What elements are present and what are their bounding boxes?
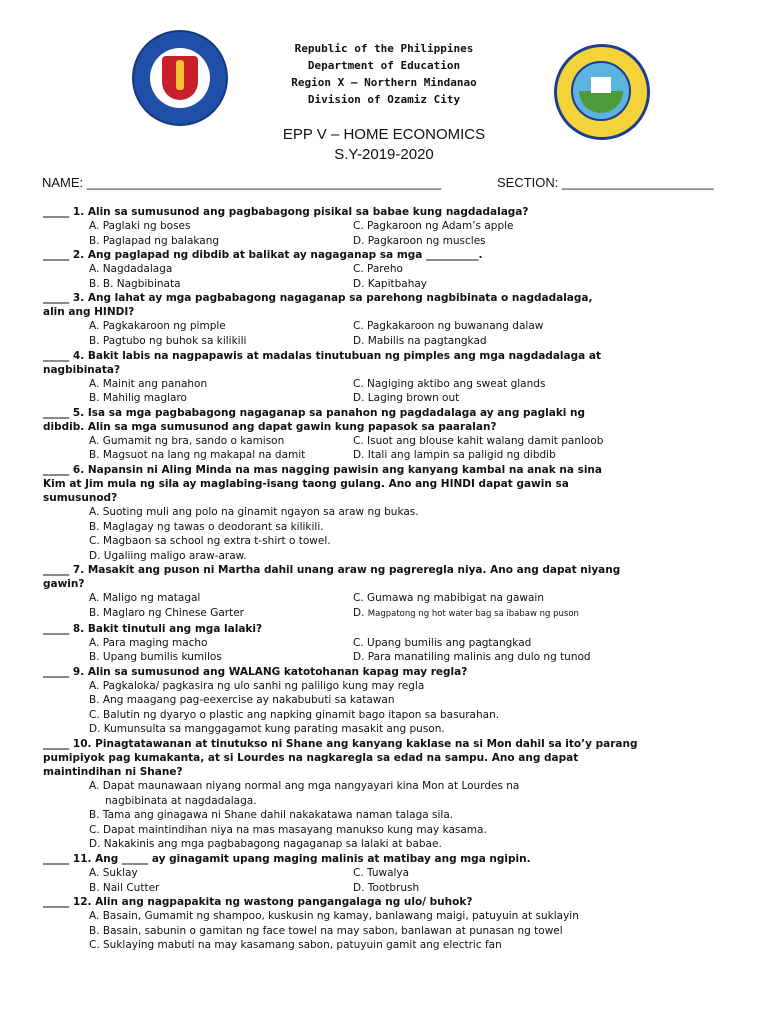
choice-row — [43, 650, 733, 665]
question-item — [43, 463, 733, 563]
answer-choice[interactable] — [43, 448, 353, 463]
answer-choice[interactable] — [43, 650, 353, 665]
question-stem — [43, 248, 733, 262]
choice-text: Nakakinis ang mga pagbabagong nagaganap sa lalaki at babae. — [103, 838, 442, 851]
choice-letter: A. — [89, 263, 100, 276]
question-text: Alin sa sumusunod ang pagbabagong pisikal sa babae kung nagdadalaga? — [87, 206, 529, 218]
choice-letter: A. — [89, 780, 100, 793]
choice-letter: A. — [89, 636, 100, 649]
choice-text: Pagkakaroon ng pimple — [102, 320, 226, 333]
question-number: 10. — [72, 738, 92, 751]
answer-choice[interactable] — [43, 334, 353, 349]
choice-letter: A. — [89, 592, 100, 605]
answer-choice[interactable] — [353, 319, 543, 334]
choice-text: Mabilis na pagtangkad — [367, 334, 487, 347]
choice-letter: A. — [89, 505, 100, 518]
answer-choice[interactable] — [43, 779, 733, 794]
choice-letter: D. — [353, 606, 365, 619]
answer-choice[interactable] — [43, 219, 353, 234]
choice-letter: A. — [89, 320, 100, 333]
choice-text: Basain, sabunin o gamitan ng face towel na may sabon, banlawan at punasan ng towel — [102, 924, 563, 937]
answer-choice[interactable] — [43, 938, 733, 953]
question-text: Bakit labis na nagpapawis at madalas tinutubuan ng pimples ang mga nagdadalaga at — [87, 349, 601, 362]
choice-letter: A. — [89, 220, 100, 232]
answer-choice[interactable] — [43, 377, 353, 392]
choice-letter: D. — [89, 549, 101, 562]
choice-text: B. Nagbibinata — [102, 277, 181, 290]
choice-text: Kumunsulta sa manggagamot kung parating masakit ang puson. — [103, 723, 445, 736]
answer-choice[interactable] — [43, 909, 733, 924]
choice-text: Suoting muli ang polo na ginamit ngayon sa araw ng bukas. — [102, 505, 419, 518]
answer-choice[interactable] — [43, 319, 353, 334]
answer-blank[interactable]: _____ — [43, 406, 70, 419]
answer-choice[interactable] — [43, 277, 353, 292]
answer-choice[interactable] — [43, 505, 733, 520]
question-text: Alin sa sumusunod ang WALANG katotohanan kapag may regla? — [87, 665, 468, 678]
answer-choice[interactable] — [43, 866, 353, 881]
question-number: 1. — [72, 206, 85, 218]
question-stem — [43, 665, 733, 679]
question-text-continued: sumusunod? — [43, 491, 118, 504]
question-stem — [43, 205, 733, 219]
answer-choice[interactable] — [353, 434, 603, 449]
choice-text: Nagiging aktibo ang sweat glands — [367, 377, 546, 390]
choice-text: Kapitbahay — [367, 277, 428, 290]
choice-text: Nail Cutter — [102, 881, 160, 894]
question-text-continued: gawin? — [43, 578, 85, 591]
question-item — [43, 563, 733, 621]
choice-letter: D. — [353, 392, 365, 405]
choice-row — [43, 448, 733, 463]
choice-text: Tama ang ginagawa ni Shane dahil nakakatawa naman talaga sila. — [102, 809, 454, 822]
choice-letter: C. — [353, 434, 364, 447]
question-item — [43, 737, 733, 852]
answer-blank[interactable]: _____ — [43, 292, 70, 305]
choice-letter: A. — [89, 867, 100, 880]
answer-choice[interactable] — [43, 549, 733, 564]
choice-row — [43, 391, 733, 406]
choice-letter: A. — [89, 377, 100, 390]
choice-text-continued: nagbibinata at nagdadalaga. — [105, 794, 257, 807]
choice-text: Upang bumilis kumilos — [102, 651, 222, 664]
question-text: Ang paglapad ng dibdib at balikat ay nagaganap sa mga __________. — [87, 249, 483, 262]
question-stem — [43, 291, 733, 305]
answer-choice[interactable] — [43, 234, 353, 249]
answer-blank[interactable]: _____ — [43, 249, 70, 262]
answer-blank[interactable]: _____ — [43, 853, 70, 866]
choice-text: Mainit ang panahon — [102, 377, 208, 390]
question-stem — [43, 563, 733, 577]
question-text-continued: dibdib. Alin sa mga sumusunod ang dapat gawin kung papasok sa paaralan? — [43, 420, 497, 433]
exam-subject-title: EPP V – HOME ECONOMICS — [282, 126, 486, 143]
question-text: Alin ang nagpapakita ng wastong pangangalaga ng ulo/ buhok? — [95, 896, 473, 909]
answer-choice[interactable] — [353, 219, 514, 234]
choice-letter: A. — [89, 910, 100, 923]
answer-choice[interactable] — [353, 591, 544, 606]
choice-text: Balutin ng dyaryo o plastic ang napking ginamit bago itapon sa basurahan. — [103, 708, 500, 721]
header-line-republic: Republic of the Philippines — [294, 42, 474, 55]
choice-text: Basain, Gumamit ng shampoo, kuskusin ng kamay, banlawang maigi, patuyuin at suklayin — [102, 910, 579, 923]
answer-choice[interactable] — [43, 693, 733, 708]
choice-text: Suklaying mabuti na may kasamang sabon, patuyuin gamit ang electric fan — [103, 939, 502, 952]
choice-letter: C. — [353, 263, 364, 276]
answer-choice[interactable] — [43, 823, 733, 838]
question-item — [43, 291, 733, 348]
choice-text: Gumamit ng bra, sando o kamison — [102, 434, 285, 447]
answer-choice[interactable] — [43, 924, 733, 939]
answer-choice[interactable] — [353, 377, 545, 392]
question-item — [43, 248, 733, 291]
choice-text: Tootbrush — [367, 881, 420, 894]
answer-choice[interactable] — [43, 808, 733, 823]
answer-blank[interactable]: _____ — [43, 463, 70, 476]
choice-text: Tuwalya — [367, 867, 410, 880]
answer-choice[interactable] — [353, 234, 486, 249]
choice-letter: D. — [353, 881, 365, 894]
question-number: 8. — [72, 622, 85, 635]
choice-text: Maglaro ng Chinese Garter — [102, 606, 244, 619]
choice-row — [43, 866, 733, 881]
choice-text: Para manatiling malinis ang dulo ng tunod — [367, 651, 591, 664]
answer-choice[interactable] — [353, 606, 579, 622]
choice-letter: B. — [89, 334, 100, 347]
choice-letter: D. — [353, 234, 365, 247]
answer-choice[interactable] — [43, 434, 353, 449]
answer-blank[interactable]: _____ — [43, 622, 70, 635]
choice-letter: D. — [89, 723, 101, 736]
choice-text: Magsuot na lang ng makapal na damit — [102, 449, 306, 462]
question-number: 5. — [72, 406, 85, 419]
choice-letter: B. — [89, 694, 100, 707]
question-text-continued: maintindihan ni Shane? — [43, 766, 183, 779]
question-text: Masakit ang puson ni Martha dahil unang araw ng pagreregla niya. Ano ang dapat niyang — [87, 564, 621, 577]
question-stem — [43, 622, 733, 636]
answer-choice[interactable] — [43, 722, 733, 737]
name-field[interactable]: NAME: _________________________________________________ — [42, 175, 442, 190]
choice-letter: B. — [89, 449, 100, 462]
choice-row — [43, 334, 733, 349]
choice-letter: D. — [353, 449, 365, 462]
question-stem — [43, 895, 733, 909]
answer-choice[interactable] — [43, 262, 353, 277]
question-text: Napansin ni Aling Minda na mas nagging pawisin ang kanyang kambal na anak na sina — [87, 463, 602, 476]
question-text: Pinagtatawanan at tinutukso ni Shane ang kanyang kaklase na si Mon dahil sa ito’y parang — [95, 738, 638, 751]
choice-letter: B. — [89, 809, 100, 822]
section-field[interactable]: SECTION: _____________________ — [497, 175, 714, 190]
question-number: 2. — [72, 249, 85, 262]
answer-blank[interactable]: _____ — [43, 349, 70, 362]
question-stem — [43, 349, 733, 363]
question-number: 12. — [72, 896, 92, 909]
question-text: Ang lahat ay mga pagbabagong nagaganap sa parehong nagbibinata o nagdadalaga, — [87, 292, 593, 305]
question-number: 7. — [72, 564, 85, 577]
question-number: 11. — [72, 853, 92, 866]
choice-text: Para maging macho — [102, 636, 208, 649]
answer-blank[interactable]: _____ — [43, 896, 70, 909]
question-text: Ang _____ ay ginagamit upang maging malinis at matibay ang mga ngipin. — [95, 853, 531, 866]
question-stem — [43, 406, 733, 420]
choice-row — [43, 319, 733, 334]
choice-text: Paglaki ng boses — [102, 220, 191, 232]
choice-letter: B. — [89, 606, 100, 619]
answer-choice[interactable] — [353, 636, 531, 651]
choice-text: Laging brown out — [367, 392, 460, 405]
choice-row — [43, 881, 733, 896]
question-stem — [43, 737, 733, 751]
answer-choice[interactable] — [43, 606, 353, 622]
question-stem — [43, 852, 733, 866]
answer-blank[interactable]: _____ — [43, 564, 70, 577]
question-item — [43, 205, 733, 248]
choice-text: Isuot ang blouse kahit walang damit panloob — [367, 434, 604, 447]
choice-row — [43, 434, 733, 449]
header-line-region: Region X – Northern Mindanao — [291, 76, 477, 89]
answer-choice[interactable] — [353, 650, 591, 665]
header-line-division: Division of Ozamiz City — [307, 93, 461, 106]
choice-letter: B. — [89, 277, 100, 290]
choice-row — [43, 262, 733, 277]
choice-text: Paglapad ng balakang — [102, 234, 220, 247]
question-text-continued: alin ang HINDI? — [43, 306, 135, 319]
question-item — [43, 895, 733, 953]
question-item — [43, 622, 733, 665]
choice-row — [43, 591, 733, 606]
answer-choice[interactable] — [43, 881, 353, 896]
choice-letter: B. — [89, 651, 100, 664]
answer-choice[interactable] — [43, 679, 733, 694]
choice-letter: B. — [89, 392, 100, 405]
question-text-continued: Kim at Jim mula ng sila ay maglabing-isang taong gulang. Ano ang HINDI dapat gawin sa — [43, 477, 569, 490]
choice-letter: C. — [353, 377, 364, 390]
choice-letter: B. — [89, 881, 100, 894]
answer-choice[interactable] — [43, 534, 733, 549]
choice-row — [43, 606, 733, 622]
question-stem — [43, 463, 733, 477]
answer-choice[interactable] — [43, 520, 733, 535]
choice-text: Ang maagang pag-eexercise ay nakabubuti sa katawan — [102, 694, 395, 707]
choice-letter: D. — [353, 277, 365, 290]
choice-text: Pagkaloka/ pagkasira ng ulo sanhi ng paliligo kung may regla — [102, 679, 425, 692]
choice-text: Pagtubo ng buhok sa kilikili — [102, 334, 247, 347]
header-line-department: Department of Education — [307, 59, 461, 72]
question-number: 3. — [72, 292, 85, 305]
choice-letter: C. — [89, 535, 100, 548]
question-text-continued: nagbibinata? — [43, 363, 121, 376]
answer-choice[interactable] — [353, 334, 487, 349]
answer-choice[interactable] — [353, 448, 556, 463]
answer-choice[interactable] — [43, 708, 733, 723]
choice-text: Upang bumilis ang pagtangkad — [367, 636, 532, 649]
choice-text: Maglagay ng tawas o deodorant sa kilikili. — [102, 520, 324, 533]
answer-choice[interactable] — [43, 391, 353, 406]
choice-text: Pagkaroon ng Adam’s apple — [367, 220, 514, 232]
choice-text: Suklay — [102, 867, 138, 880]
choice-letter: B. — [89, 234, 100, 247]
question-item — [43, 349, 733, 406]
question-item — [43, 665, 733, 737]
choice-letter: B. — [89, 520, 100, 533]
choice-letter: C. — [353, 867, 364, 880]
answer-choice[interactable] — [43, 837, 733, 852]
question-list — [43, 205, 733, 953]
choice-text: Dapat maintindihan niya na mas masayang manukso kung may kasama. — [103, 823, 487, 836]
choice-text: Pagkakaroon ng buwanang dalaw — [367, 320, 544, 333]
choice-text: Nagdadalaga — [102, 263, 173, 276]
choice-letter: C. — [353, 592, 364, 605]
choice-letter: C. — [89, 939, 100, 952]
choice-letter: D. — [353, 651, 365, 664]
choice-text: Itali ang lampin sa paligid ng dibdib — [367, 449, 556, 462]
choice-letter: C. — [353, 220, 364, 232]
choice-letter: D. — [89, 838, 101, 851]
choice-text: Ugaliing maligo araw-araw. — [103, 549, 247, 562]
choice-text: Pareho — [367, 263, 403, 276]
choice-letter: D. — [353, 334, 365, 347]
question-text-continued: pumipiyok pag kumakanta, at si Lourdes na nagkaregla sa edad na sampu. Ano ang dapat — [43, 752, 579, 765]
choice-row — [43, 636, 733, 651]
choice-letter: A. — [89, 679, 100, 692]
answer-blank[interactable]: _____ — [43, 738, 70, 751]
choice-row — [43, 377, 733, 392]
choice-row — [43, 234, 733, 249]
choice-letter: C. — [353, 636, 364, 649]
answer-blank[interactable]: _____ — [43, 665, 70, 678]
choice-text: Maligo ng matagal — [102, 592, 201, 605]
answer-choice[interactable] — [353, 262, 403, 277]
choice-text: Magbaon sa school ng extra t-shirt o towel. — [103, 535, 331, 548]
choice-letter: C. — [89, 823, 100, 836]
choice-row — [43, 277, 733, 292]
choice-letter: B. — [89, 924, 100, 937]
document-header — [0, 40, 768, 108]
choice-text: Magpatong ng hot water bag sa ibabaw ng puson — [367, 608, 579, 619]
answer-choice[interactable] — [353, 277, 427, 292]
answer-choice[interactable] — [353, 391, 459, 406]
question-text: Isa sa mga pagbabagong nagaganap sa panahon ng pagdadalaga ay ang paglaki ng — [87, 406, 586, 419]
answer-choice[interactable] — [43, 636, 353, 651]
question-number: 6. — [72, 463, 85, 476]
choice-letter: A. — [89, 434, 100, 447]
question-item — [43, 852, 733, 895]
answer-choice[interactable] — [353, 881, 419, 896]
question-item — [43, 406, 733, 463]
answer-choice[interactable] — [353, 866, 409, 881]
answer-blank[interactable]: _____ — [43, 206, 70, 218]
choice-letter: C. — [89, 708, 100, 721]
exam-school-year: S.Y-2019-2020 — [334, 146, 434, 163]
choice-row — [43, 219, 733, 234]
choice-text: Dapat maunawaan niyang normal ang mga nangyayari kina Mon at Lourdes na — [102, 780, 520, 793]
choice-letter: C. — [353, 320, 364, 333]
choice-text: Gumawa ng mabibigat na gawain — [367, 592, 544, 605]
question-number: 4. — [72, 349, 85, 362]
choice-text: Pagkaroon ng muscles — [367, 234, 486, 247]
question-number: 9. — [72, 665, 85, 678]
question-text: Bakit tinutuli ang mga lalaki? — [87, 622, 263, 635]
answer-choice[interactable] — [43, 591, 353, 606]
choice-text: Mahilig maglaro — [102, 392, 187, 405]
